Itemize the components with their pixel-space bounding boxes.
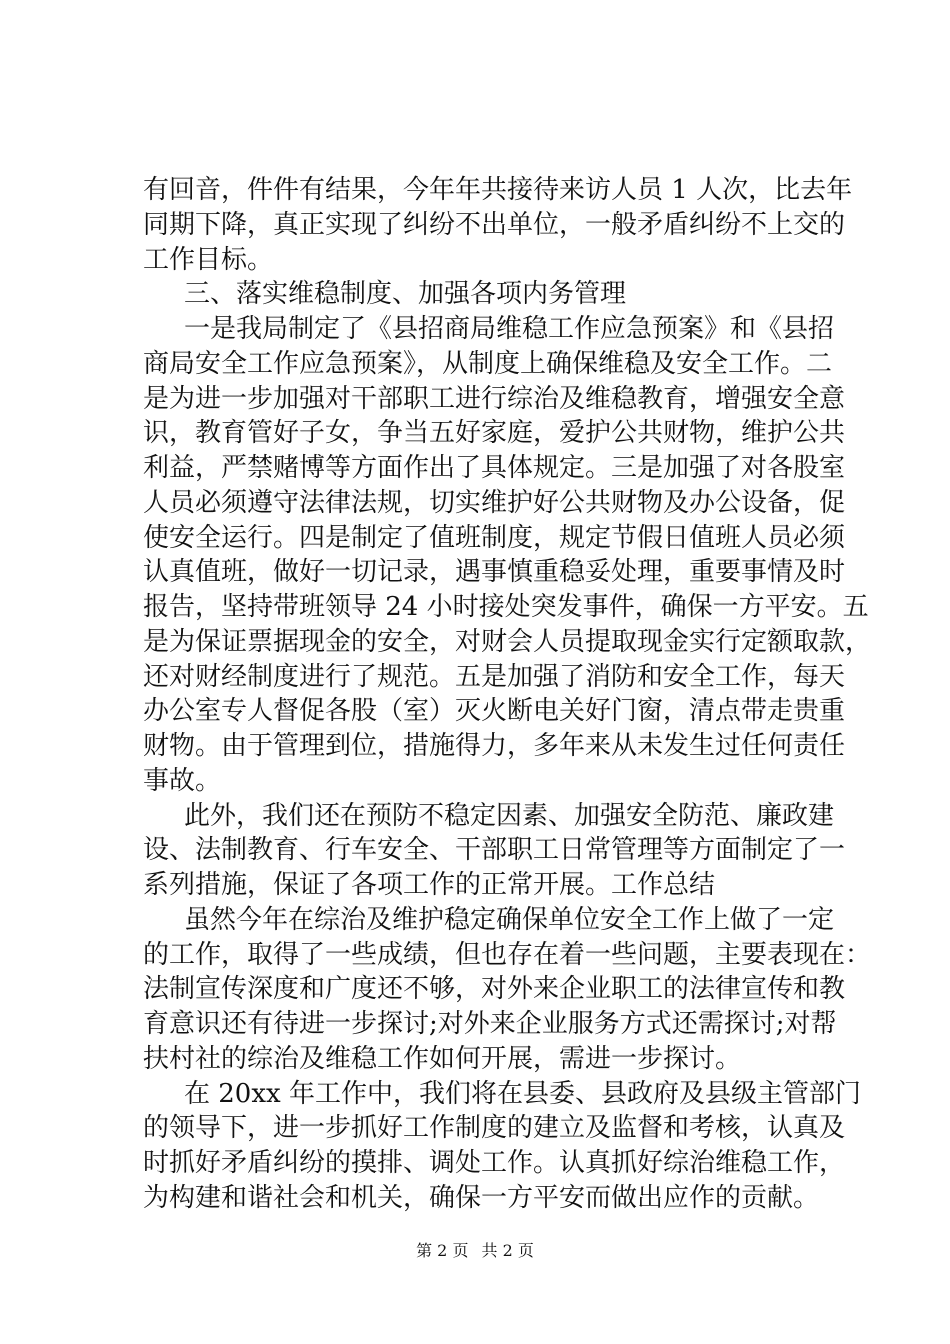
page-footer xyxy=(0,1240,950,1262)
text-line: 在 20xx 年工作中，我们将在县委、县政府及县级主管部门 xyxy=(184,1078,861,1109)
text-line: 育意识还有待进一步探讨;对外来企业服务方式还需探讨;对帮 xyxy=(143,1009,837,1039)
page-total: 共 2 页 xyxy=(481,1241,534,1260)
text-line: 法制宣传深度和广度还不够，对外来企业职工的法律宣传和教 xyxy=(143,974,846,1005)
section-heading: 三、落实维稳制度、加强各项内务管理 xyxy=(184,279,627,310)
text-line: 商局安全工作应急预案》，从制度上确保维稳及安全工作。二 xyxy=(143,348,833,379)
text-line: 一是我局制定了《县招商局维稳工作应急预案》和《县招 xyxy=(184,314,835,344)
text-line: 同期下降，真正实现了纠纷不出单位，一般矛盾纠纷不上交的 xyxy=(143,209,846,240)
text-line: 利益，严禁赌博等方面作出了具体规定。三是加强了对各股室 xyxy=(143,453,846,483)
text-line: 还对财经制度进行了规范。五是加强了消防和安全工作，每天 xyxy=(143,661,846,692)
text-line: 虽然今年在综治及维护稳定确保单位安全工作上做了一定 xyxy=(184,904,835,935)
text-line: 人员必须遵守法律法规，切实维护好公共财物及办公设备，促 xyxy=(143,487,846,518)
text-line: 有回音，件件有结果，今年年共接待来访人员 1 人次，比去年 xyxy=(143,175,853,205)
text-line: 时抓好矛盾纠纷的摸排、调处工作。认真抓好综治维稳工作， xyxy=(143,1148,846,1178)
page-number: 第 2 页 xyxy=(416,1241,469,1260)
text-line: 认真值班，做好一切记录，遇事慎重稳妥处理，重要事情及时 xyxy=(143,557,846,588)
text-line: 扶村社的综治及维稳工作如何开展，需进一步探讨。 xyxy=(143,1043,742,1074)
text-line: 系列措施，保证了各项工作的正常开展。工作总结 xyxy=(143,870,716,900)
text-line: 财物。由于管理到位，措施得力，多年来从未发生过任何责任 xyxy=(143,731,846,761)
text-line: 的工作，取得了一些成绩，但也存在着一些问题，主要表现在： xyxy=(143,939,872,970)
text-line: 事故。 xyxy=(143,765,222,796)
text-line: 是为保证票据现金的安全，对财会人员提取现金实行定额取款， xyxy=(143,626,872,657)
text-line: 是为进一步加强对干部职工进行综治及维稳教育，增强安全意 xyxy=(143,383,846,414)
text-line: 工作目标。 xyxy=(143,244,274,275)
text-line: 的领导下，进一步抓好工作制度的建立及监督和考核，认真及 xyxy=(143,1113,846,1144)
text-line: 为构建和谐社会和机关，确保一方平安而做出应作的贡献。 xyxy=(143,1182,820,1213)
text-line: 报告，坚持带班领导 24 小时接处突发事件，确保一方平安。五 xyxy=(143,592,869,622)
document-body xyxy=(143,173,872,1216)
text-line: 办公室专人督促各股（室）灭火断电关好门窗，清点带走贵重 xyxy=(143,696,846,727)
text-line: 设、法制教育、行车安全、干部职工日常管理等方面制定了一 xyxy=(143,835,846,866)
text-line: 此外，我们还在预防不稳定因素、加强安全防范、廉政建 xyxy=(184,800,835,831)
text-line: 识，教育管好子女，争当五好家庭，爱护公共财物，维护公共 xyxy=(143,418,846,449)
text-line: 使安全运行。四是制定了值班制度，规定节假日值班人员必须 xyxy=(143,522,846,553)
